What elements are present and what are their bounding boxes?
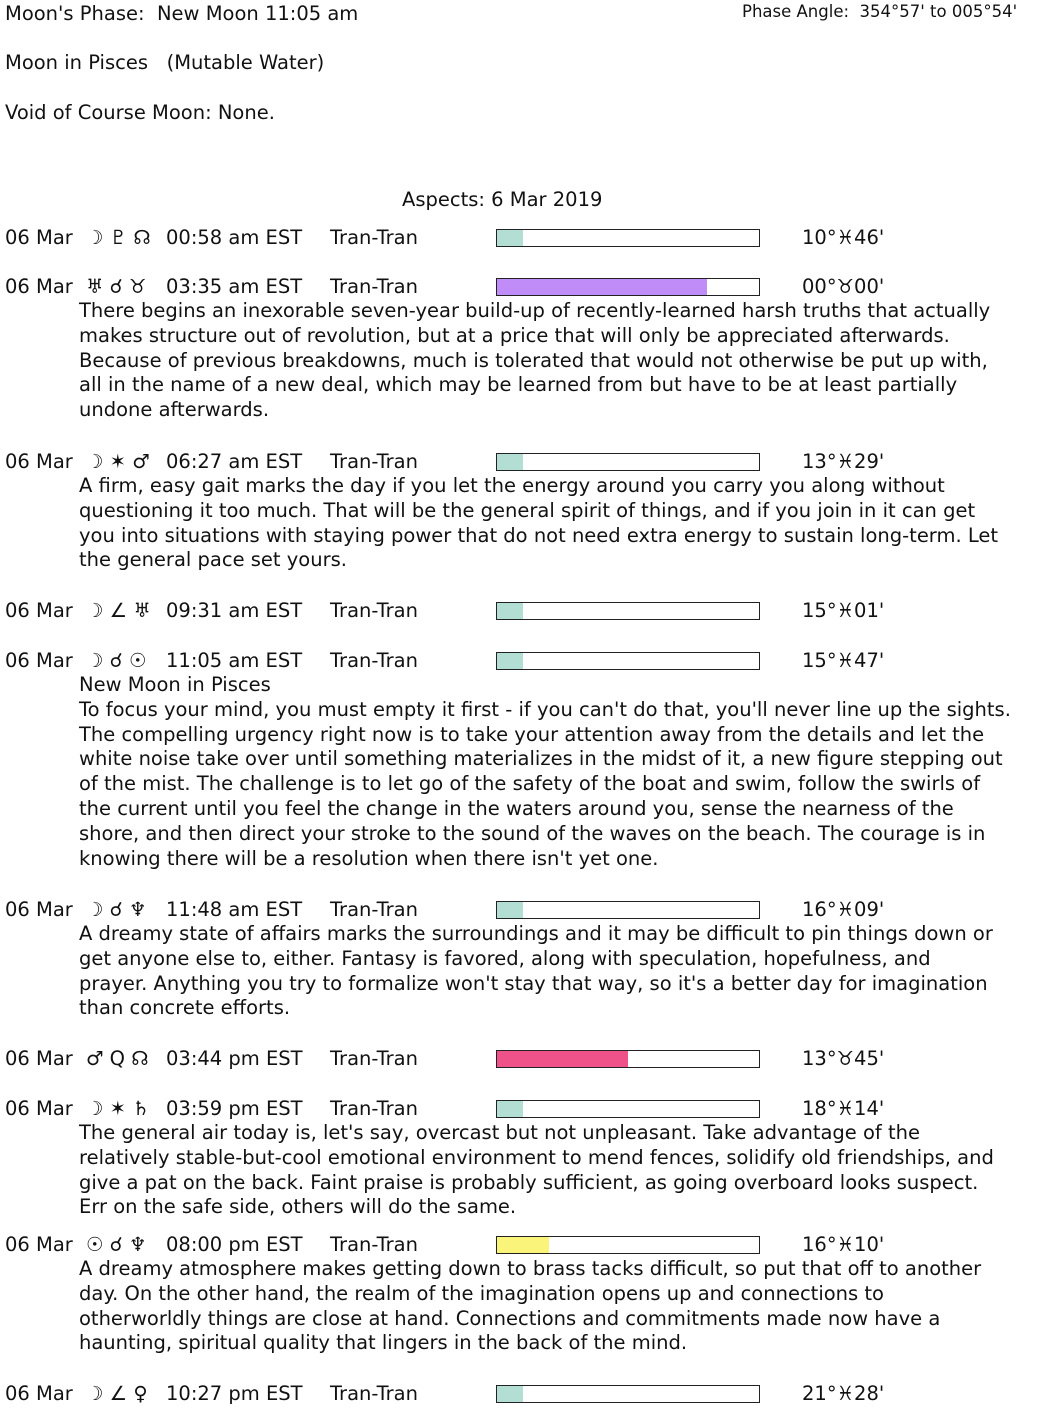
- aspect-time: 11:05 am EST: [166, 649, 303, 672]
- aspect-type: Tran-Tran: [330, 226, 418, 249]
- description-line: otherworldly things are close at hand. Connections and commitments made now have a: [79, 1306, 941, 1330]
- moon-sign-line: [5, 51, 324, 75]
- aspect-time: 03:35 am EST: [166, 275, 303, 298]
- strength-bar: [496, 901, 760, 919]
- phase-angle-label: Phase Angle:: [742, 2, 850, 21]
- aspect-date: 06 Mar: [5, 1233, 73, 1256]
- aspect-position: 18°♓14': [802, 1097, 885, 1120]
- moon-phase: [5, 2, 358, 26]
- aspect-type: Tran-Tran: [330, 1382, 418, 1405]
- strength-bar-fill: [497, 603, 523, 619]
- description-line: haunting, spiritual quality that lingers in the back of the mind.: [79, 1331, 688, 1355]
- description-line: A dreamy atmosphere makes getting down to brass tacks difficult, so put that off to another: [79, 1257, 982, 1280]
- void-of-course: Void of Course Moon: None.: [5, 101, 275, 124]
- strength-bar-fill: [497, 230, 523, 246]
- aspect-position: 13°♉45': [802, 1047, 885, 1070]
- aspect-type: Tran-Tran: [330, 450, 418, 473]
- strength-bar: [496, 1100, 760, 1118]
- aspect-description: [79, 1257, 1019, 1356]
- aspect-position: 21°♓28': [802, 1382, 885, 1405]
- aspect-position: 13°♓29': [802, 450, 885, 473]
- aspect-symbols: ☽ ✶ ♄: [86, 1097, 150, 1120]
- aspect-symbols: ☽ ♇ ☊: [86, 226, 151, 249]
- aspect-time: 11:48 am EST: [166, 898, 303, 921]
- aspect-position: 16°♓10': [802, 1233, 885, 1256]
- aspect-description: [79, 299, 1019, 423]
- description-line: The compelling urgency right now is to take your attention away from the details and let the: [79, 722, 985, 746]
- moon-phase-label: Moon's Phase:: [5, 2, 145, 25]
- aspect-row: [0, 226, 1048, 250]
- aspect-row: [0, 1382, 1048, 1406]
- aspect-row: [0, 599, 1048, 623]
- description-line: the current until you feel the change in the waters around you, sense the nearness of the: [79, 796, 954, 820]
- aspect-type: Tran-Tran: [330, 649, 418, 672]
- description-line: Err on the safe side, others will do the same.: [79, 1195, 517, 1219]
- description-line: shore, and then direct your stroke to the sound of the waves on the beach. The courage is in: [79, 821, 986, 845]
- aspect-row: [0, 649, 1048, 673]
- description-line: The general air today is, let's say, overcast but not unpleasant. Take advantage of the: [79, 1121, 920, 1144]
- moon-quality: (Mutable Water): [166, 51, 325, 74]
- moon-phase-value: New Moon 11:05 am: [156, 2, 359, 25]
- description-line: you into situations with staying power that do not need extra energy to sustain long-term. Let: [79, 523, 999, 547]
- aspect-type: Tran-Tran: [330, 275, 418, 298]
- description-line: New Moon in Pisces: [79, 673, 271, 696]
- aspect-time: 03:59 pm EST: [166, 1097, 303, 1120]
- aspect-description: [79, 673, 1019, 871]
- phase-angle-value: 354°57' to 005°54': [859, 2, 1018, 21]
- strength-bar-fill: [497, 279, 707, 295]
- aspect-symbols: ☽ ☌ ☉: [86, 649, 147, 672]
- aspect-row: [0, 275, 1048, 299]
- aspect-position: 15°♓47': [802, 649, 885, 672]
- aspect-time: 08:00 pm EST: [166, 1233, 303, 1256]
- aspect-description: [79, 1121, 1019, 1220]
- description-line: A firm, easy gait marks the day if you let the energy around you carry you along without: [79, 474, 945, 497]
- strength-bar: [496, 1236, 760, 1254]
- strength-bar-fill: [497, 902, 523, 918]
- aspect-row: [0, 450, 1048, 474]
- aspect-date: 06 Mar: [5, 599, 73, 622]
- aspect-position: 00°♉00': [802, 275, 885, 298]
- description-line: all in the name of a new deal, which may be learned from but have to be at least partially: [79, 373, 958, 397]
- aspect-symbols: ☽ ☌ ♆: [86, 898, 147, 921]
- strength-bar: [496, 602, 760, 620]
- description-line: give a pat on the back. Faint praise is probably sufficient, as going overboard looks suspect.: [79, 1170, 979, 1194]
- strength-bar-fill: [497, 1386, 523, 1402]
- aspect-type: Tran-Tran: [330, 1097, 418, 1120]
- aspect-symbols: ☽ ∠ ♀: [86, 1382, 148, 1405]
- aspect-symbols: ☽ ✶ ♂: [86, 450, 150, 473]
- aspect-position: 10°♓46': [802, 226, 885, 249]
- strength-bar: [496, 229, 760, 247]
- description-line: There begins an inexorable seven-year build-up of recently-learned harsh truths that actually: [79, 299, 991, 322]
- aspect-time: 06:27 am EST: [166, 450, 303, 473]
- aspect-date: 06 Mar: [5, 1382, 73, 1405]
- description-line: relatively stable-but-cool emotional environment to mend fences, solidify old friendships, and: [79, 1145, 994, 1169]
- aspect-row: [0, 1047, 1048, 1071]
- aspect-time: 00:58 am EST: [166, 226, 303, 249]
- aspect-date: 06 Mar: [5, 1047, 73, 1070]
- description-line: knowing there will be a resolution when there isn't yet one.: [79, 846, 659, 870]
- aspect-symbols: ♂ Q ☊: [86, 1047, 149, 1070]
- aspect-date: 06 Mar: [5, 1097, 73, 1120]
- aspect-type: Tran-Tran: [330, 898, 418, 921]
- description-line: Because of previous breakdowns, much is tolerated that would not otherwise be put up with,: [79, 348, 988, 372]
- strength-bar: [496, 652, 760, 670]
- aspect-row: [0, 1233, 1048, 1257]
- aspect-time: 03:44 pm EST: [166, 1047, 303, 1070]
- aspect-date: 06 Mar: [5, 226, 73, 249]
- description-line: makes structure out of revolution, but at a price that will only be appreciated afterwards.: [79, 323, 950, 347]
- strength-bar-fill: [497, 1237, 549, 1253]
- description-line: To focus your mind, you must empty it first - if you can't do that, you'll never line up the sights.: [79, 697, 1011, 721]
- aspect-position: 15°♓01': [802, 599, 885, 622]
- strength-bar: [496, 278, 760, 296]
- aspect-date: 06 Mar: [5, 450, 73, 473]
- aspect-row: [0, 1097, 1048, 1121]
- description-line: day. On the other hand, the realm of the imagination opens up and connections to: [79, 1281, 884, 1305]
- aspect-date: 06 Mar: [5, 275, 73, 298]
- strength-bar: [496, 453, 760, 471]
- phase-angle: [742, 0, 1017, 24]
- description-line: questioning it too much. That will be the general spirit of things, and if you join in it can get: [79, 498, 976, 522]
- strength-bar-fill: [497, 454, 523, 470]
- aspect-position: 16°♓09': [802, 898, 885, 921]
- strength-bar-fill: [497, 1101, 523, 1117]
- aspect-date: 06 Mar: [5, 898, 73, 921]
- aspect-date: 06 Mar: [5, 649, 73, 672]
- aspect-description: [79, 474, 1019, 573]
- aspect-description: [79, 922, 1019, 1021]
- strength-bar: [496, 1050, 760, 1068]
- strength-bar-fill: [497, 653, 523, 669]
- aspect-type: Tran-Tran: [330, 1233, 418, 1256]
- aspect-symbols: ☉ ☌ ♆: [86, 1233, 147, 1256]
- description-line: get anyone else to, either. Fantasy is favored, along with speculation, hopefulness, and: [79, 946, 931, 970]
- aspects-title: Aspects: 6 Mar 2019: [402, 188, 603, 211]
- strength-bar: [496, 1385, 760, 1403]
- description-line: prayer. Anything you try to formalize won't stay that way, so it's a better day for imagination: [79, 971, 988, 995]
- aspect-type: Tran-Tran: [330, 599, 418, 622]
- description-line: the general pace set yours.: [79, 548, 347, 572]
- aspect-symbols: ♅ ☌ ♉: [86, 275, 147, 298]
- aspect-symbols: ☽ ∠ ♅: [86, 599, 151, 622]
- aspect-time: 09:31 am EST: [166, 599, 303, 622]
- aspect-type: Tran-Tran: [330, 1047, 418, 1070]
- description-line: than concrete efforts.: [79, 996, 291, 1020]
- aspect-time: 10:27 pm EST: [166, 1382, 303, 1405]
- description-line: white noise take over until something materializes in the midst of it, a new figure stepping out: [79, 747, 1003, 771]
- description-line: A dreamy state of affairs marks the surroundings and it may be difficult to pin things down or: [79, 922, 993, 945]
- moon-sign: Moon in Pisces: [5, 51, 149, 74]
- strength-bar-fill: [497, 1051, 628, 1067]
- aspect-row: [0, 898, 1048, 922]
- description-line: undone afterwards.: [79, 398, 270, 422]
- description-line: of the mist. The challenge is to let go of the safety of the boat and swim, follow the swirls of: [79, 772, 981, 796]
